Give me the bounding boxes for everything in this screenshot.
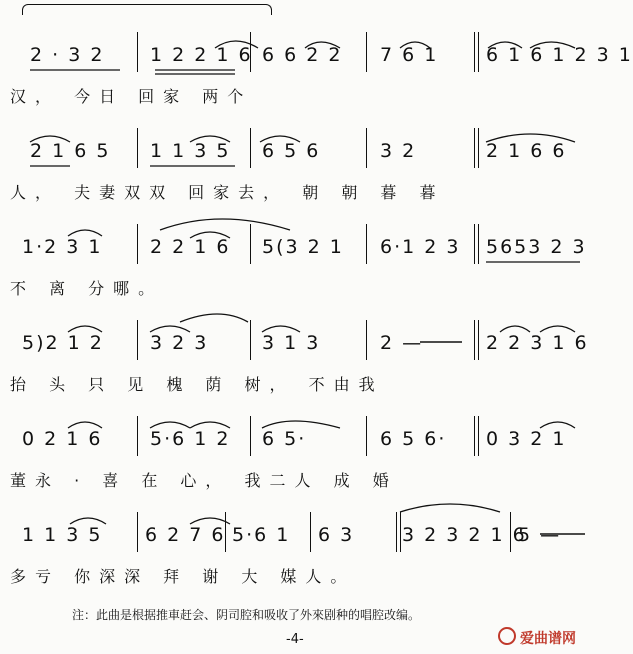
lyric-line: 多亏 你深深 拜 谢 大 媒人。 [10, 567, 356, 586]
lyric-line: 抬 头 只 见 槐 荫 树， 不由我 [10, 375, 384, 394]
barline [250, 128, 251, 168]
watermark-text: 爱曲谱网 [520, 631, 576, 647]
score-system [0, 206, 600, 302]
measure: 5653 2 3 [486, 236, 587, 258]
measure: 6 3 [318, 524, 355, 546]
measure: 3 2 [380, 140, 417, 162]
barline [474, 320, 479, 360]
measure: 1·2 3 1 [22, 236, 103, 258]
barline [137, 512, 138, 552]
lyric-line: 汉， 今日 回家 两个 [10, 87, 253, 106]
measure: 3 2 3 2 1 6 [402, 524, 527, 546]
measure: 2 1 6 6 [486, 140, 567, 162]
barline [396, 512, 401, 552]
measure: 6 5· [262, 428, 307, 450]
lyric-line: 不 离 分哪。 [10, 279, 164, 298]
barline [310, 512, 311, 552]
measure: 6 1 6 1 2 3 1 [486, 44, 633, 66]
measure: 2 2 1 6 [150, 236, 231, 258]
measure: 1 1 3 5 [150, 140, 231, 162]
measure: 1 1 3 5 [22, 524, 103, 546]
lyric-line: 人， 夫妻双双 回家去， 朝 朝 暮 暮 [10, 183, 445, 202]
measure: 3 1 3 [262, 332, 321, 354]
measure: 2 · 3 2 [30, 44, 105, 66]
barline [137, 128, 138, 168]
barline [474, 32, 479, 72]
measure: 5·6 1 [232, 524, 291, 546]
lyric-line: 董永 · 喜 在 心， 我二人 成 婚 [10, 471, 398, 490]
barline [474, 128, 479, 168]
measure: 2 — [380, 332, 424, 354]
measure: 5·6 1 2 [150, 428, 231, 450]
barline [366, 320, 367, 360]
measure: 6 6 2 2 [262, 44, 343, 66]
watermark-logo-icon [498, 627, 516, 645]
measure: 5 — [518, 524, 562, 546]
page-number: -4- [286, 632, 304, 647]
barline [474, 224, 479, 264]
measure: 5(3 2 1 [262, 236, 344, 258]
measure: 0 2 1 6 [22, 428, 103, 450]
measure: 6 5 6· [380, 428, 447, 450]
measure: 6 2 7 6 [145, 524, 226, 546]
barline [137, 224, 138, 264]
score-system [0, 110, 600, 206]
score-system [0, 302, 600, 398]
measure: 0 3 2 1 [486, 428, 567, 450]
measure: 2 1 6 5 [30, 140, 111, 162]
barline [250, 320, 251, 360]
barline [366, 32, 367, 72]
barline [366, 128, 367, 168]
barline [366, 416, 367, 456]
score-system [0, 14, 633, 110]
score-system [0, 398, 600, 494]
barline [137, 32, 138, 72]
measure: 7 6 1 [380, 44, 439, 66]
measure: 6·1 2 3 [380, 236, 461, 258]
measure: 6 5 6 [262, 140, 321, 162]
barline [366, 224, 367, 264]
barline [474, 416, 479, 456]
barline [250, 224, 251, 264]
measure: 1 2 2 1 6 [150, 44, 253, 66]
measure: 5)2 1 2 [22, 332, 104, 354]
footnote: 注：此曲是根据推車赶会、阴司腔和吸收了外來剧种的唱腔改编。 [72, 608, 421, 622]
barline [137, 416, 138, 456]
measure: 3 2 3 [150, 332, 209, 354]
score-system [0, 494, 600, 590]
measure: 2 2 3 1 6 [486, 332, 589, 354]
barline [137, 320, 138, 360]
barline [250, 416, 251, 456]
